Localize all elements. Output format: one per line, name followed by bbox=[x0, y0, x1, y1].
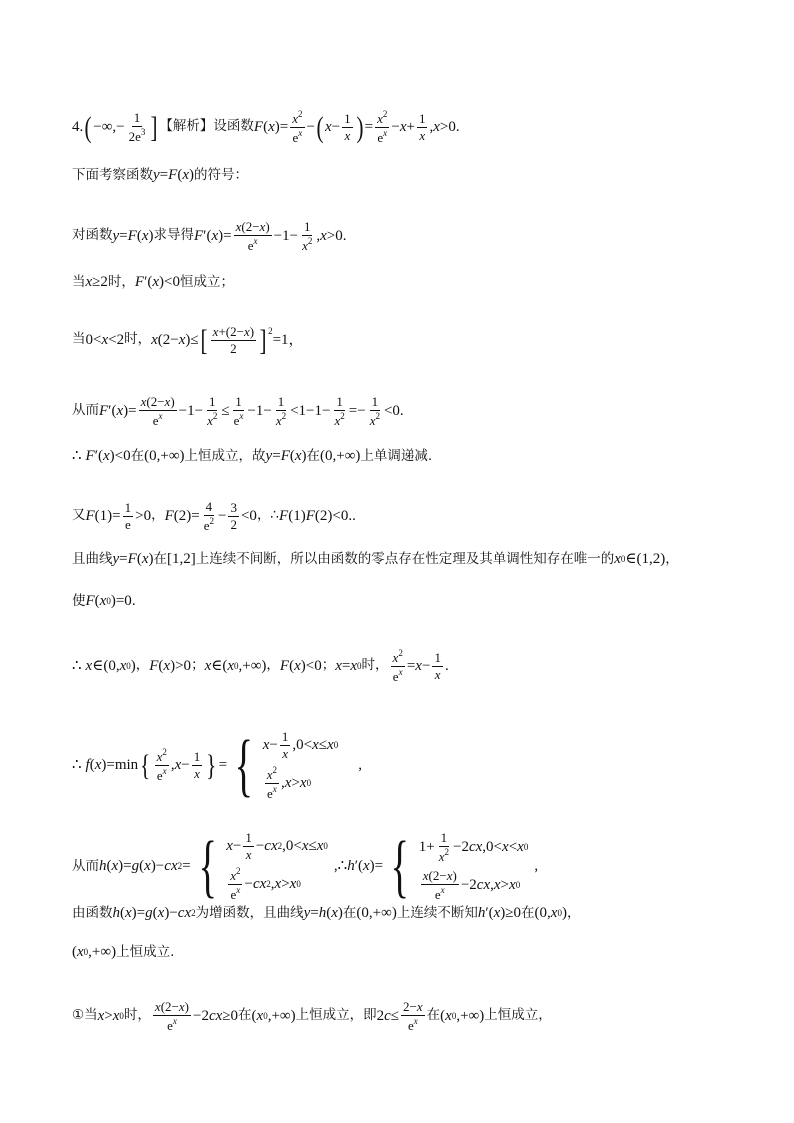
line-2: 下面考察函数 y = F ( x ) 的符号： bbox=[72, 166, 248, 183]
line-11: ∴ x ∈(0,x 0 ) ， F ( x )>0 ； x ∈(x 0 ,+∞) ， F ( x )<0 ； x =x 0 时， $\frac{x^2}{e^x}$ =x− $\frac{1}{x}$ . bbox=[72, 648, 449, 684]
line-5: 当 0<x<2 时， x (2−x)≤ [ $\frac{x+(2-x)}{2}$ ] $^2$ =1， bbox=[72, 323, 304, 357]
bracket-close-icon: ] bbox=[150, 110, 158, 144]
line-16: ①当 x >x 0 时， $\frac{x(2-x)}{e^x}$ −2cx≥0 在 (x 0 ,+∞) 上恒成立，即 2c≤ $\frac{2-x}{e^x}$ 在 (x 0 ,+∞) 上恒成立， bbox=[72, 999, 552, 1033]
fraction: $\frac{1}{2e^3}$ bbox=[128, 110, 146, 144]
line-4: 当 x ≥2 时， F ′( x )<0 恒成立； bbox=[72, 273, 234, 290]
line-10: 使 F ( x 0 )=0 . bbox=[72, 592, 136, 609]
line-3: 对函数 y = F ( x ) 求导得 F ′( x )= $\frac{x(2-x)}{e^x}$ −1− $\frac{1}{x^2}$ ,x>0. bbox=[72, 219, 347, 253]
line-8: 又 F (1)= $\frac{1}{e}$ >0 ， F (2)= $\frac{4}{e^2}$ − $\frac{3}{2}$ <0 ，∴ F (1) F (2)<0 . . bbox=[72, 499, 356, 533]
line-15: (x 0 ,+∞) 上恒成立. bbox=[72, 943, 175, 960]
paren-open-icon: ( bbox=[84, 110, 92, 144]
line-7: ∴ F ′( x )<0 在 (0,+∞) 上恒成立，故 y = F ( x ) 在 (0,+∞) 上单调递减. bbox=[72, 447, 433, 464]
line-13: 从而 h ( x )= g ( x )−cx 2 = { x − $\frac{1}{x}$ −cx 2 ,0<x≤x 0 $\frac{x^2}{e^x}$ −cx 2 ,x>x 0 ,∴ h ′( x )= { 1+ $\frac{1}{x^2}$ −2cx,0<x<x 0 $\frac{x(2-x)}{e^x}$ −2cx,x>x 0 , bbox=[72, 827, 539, 905]
line-1: 4. ( −∞,− $\frac{1}{2e^3}$ ] 【解析】设函数 F ( x )= $\frac{x^2}{e^x}$ − ( x − $\frac{1}{x}$ ) = $\frac{x^2}{e^x}$ −x+ $\frac{1}{x}$ ,x>0 . bbox=[72, 109, 460, 145]
problem-number: 4. bbox=[72, 118, 84, 135]
analysis-tag: 【解析】设函数 bbox=[159, 118, 254, 135]
line-6: 从而 F ′( x )= $\frac{x(2-x)}{e^x}$ −1− $\frac{1}{x^2}$ ≤ $\frac{1}{e^x}$ −1− $\frac{1}{x^2}$ <1−1− $\frac{1}{x^2}$ =− $\frac{1}{x^2}$ <0. bbox=[72, 394, 404, 428]
line-9: 且曲线 y = F ( x ) 在 [1,2] 上连续不间断，所以由函数的零点存在性定理及其单调性知存在唯一的 x 0 ∈(1,2) ， bbox=[72, 550, 679, 567]
line-12: ∴ f ( x )=min { $\frac{x^2}{e^x}$ ,x− $\frac{1}{x}$ } = { x − $\frac{1}{x}$ ,0<x≤x 0 $\frac{x^2}{e^x}$ ,x>x 0 , bbox=[72, 726, 362, 804]
line-14: 由函数 h ( x )= g ( x )−cx 2 为增函数，且曲线 y = h ( x ) 在 (0,+∞) 上连续不断知 h ′( x )≥0 在 (0,x 0 ) ， bbox=[72, 904, 581, 921]
